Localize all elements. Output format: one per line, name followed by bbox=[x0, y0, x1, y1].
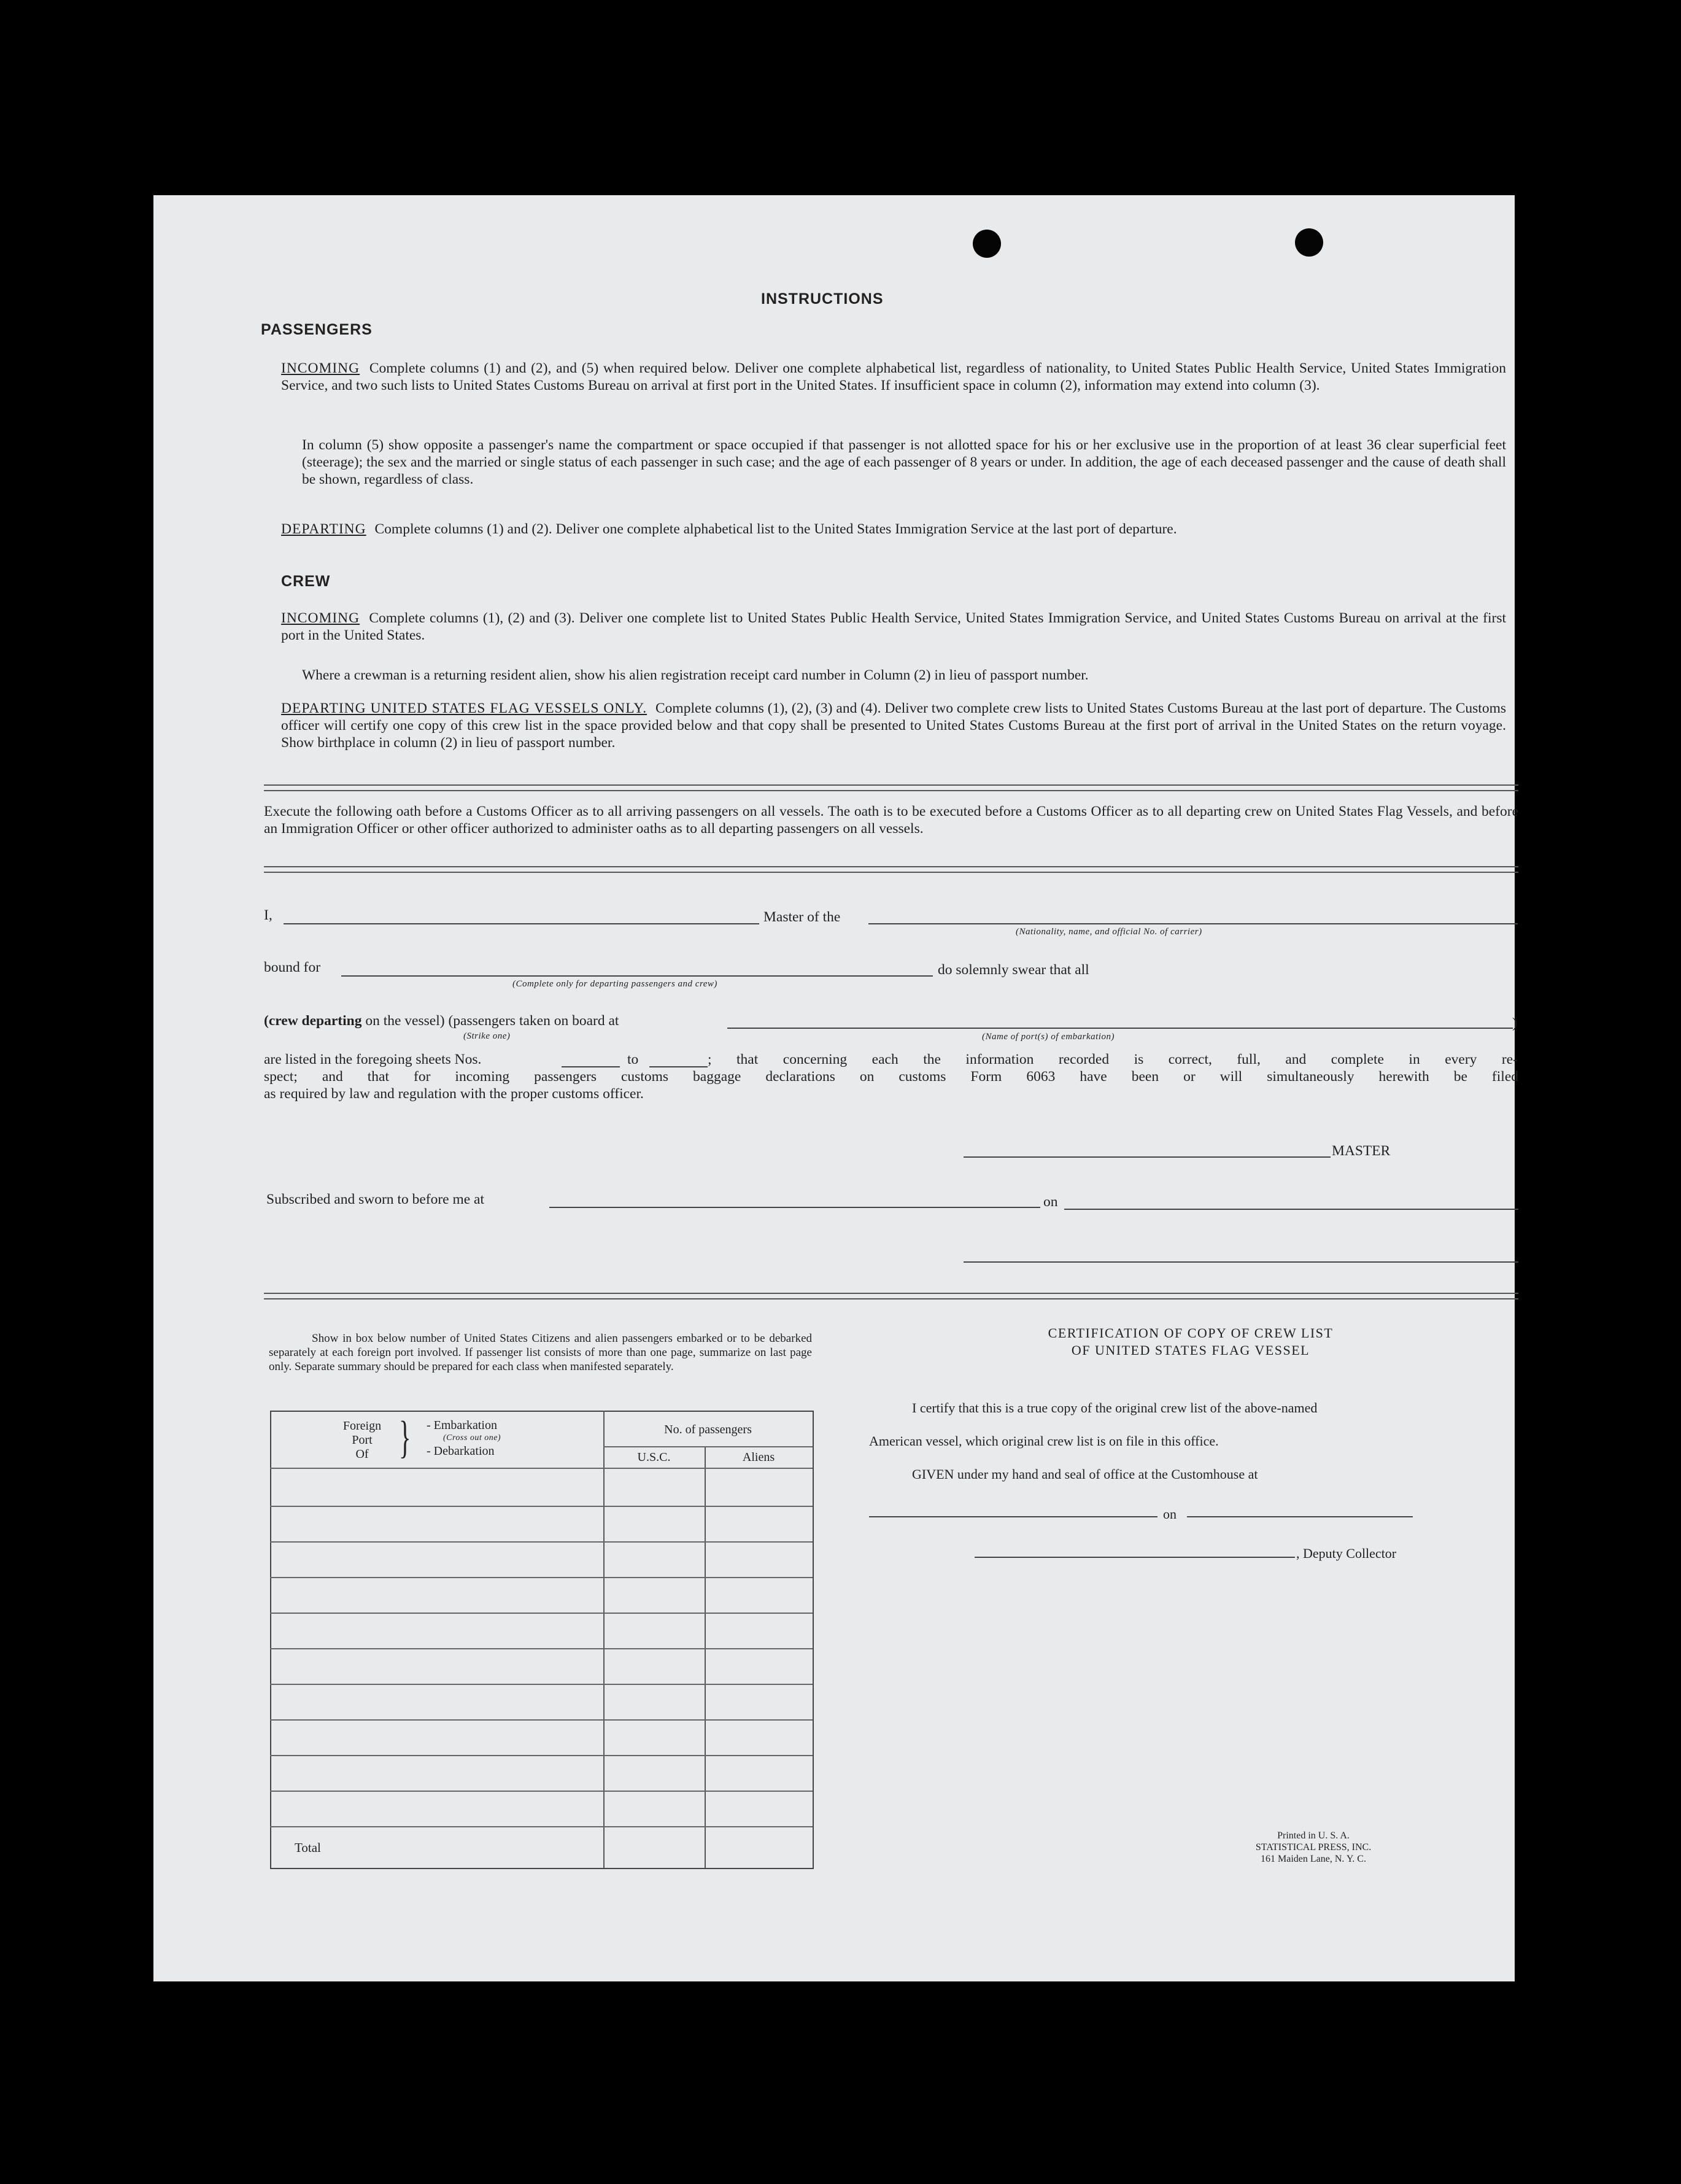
aliens-header: Aliens bbox=[742, 1450, 775, 1464]
incoming-text: Complete columns (1) and (2), and (5) when required below. Deliver one complete alphabetical list, regardless of nationality, to United States Public Health Service, United States Immigration Service, and two such lists to United States Customs Bureau on arrival at first port in the United States. If insufficient space in column (2), information may extend into column (3). bbox=[281, 360, 1506, 393]
incoming-lead: INCOMING bbox=[281, 360, 360, 376]
passengers-incoming-note: In column (5) show opposite a passenger's name the compartment or space occupied if that passenger is not allotted space for his or her exclusive use in the proportion of at least 36 clear superficial feet (steerage); the sex and the married or single status of each passenger in such case; and the age of each passenger of 8 years or under. In addition, the age of each deceased passenger and the cause of death shall be shown, regardless of class. bbox=[302, 437, 1506, 487]
sworn-on-label: on bbox=[1043, 1194, 1058, 1210]
table-row-line bbox=[270, 1577, 813, 1578]
table-col-divider bbox=[603, 1411, 605, 1868]
no-passengers-header: No. of passengers bbox=[664, 1423, 752, 1436]
crew-departing-text: Complete columns (1), (2), (3) and (4). Deliver two complete crew lists to United States Customs Bureau at the last port of departure. The Customs officer will certify one copy of this crew list in the space provided below and that copy shall be presented to United States Customs Bureau at the first port of arrival in the United States on the return voyage. Show birthplace in column (2) in lieu of passport number. bbox=[281, 700, 1507, 751]
crew-incoming-note: Where a crewman is a returning resident alien, show his alien registration receipt card number in Column (2) in lieu of passport number. bbox=[302, 667, 1089, 683]
passenger-summary-table bbox=[270, 1411, 814, 1869]
table-row-line bbox=[270, 1613, 813, 1614]
crew-section-title: CREW bbox=[281, 573, 331, 590]
divider bbox=[264, 784, 1518, 791]
oath-i: I, bbox=[264, 907, 272, 923]
table-row-line bbox=[270, 1755, 813, 1756]
certification-title-line1: CERTIFICATION OF COPY OF CREW LIST bbox=[1048, 1325, 1334, 1341]
master-name-field[interactable] bbox=[284, 923, 759, 924]
cert-on-label: on bbox=[1163, 1506, 1177, 1522]
instructions-heading: INSTRUCTIONS bbox=[761, 290, 884, 308]
officer-signature-field[interactable] bbox=[964, 1261, 1518, 1263]
cross-out-note: (Cross out one) bbox=[443, 1433, 501, 1442]
usc-header: U.S.C. bbox=[637, 1450, 671, 1464]
sheet-to-field[interactable] bbox=[649, 1066, 708, 1067]
embarkation-option[interactable]: - Embarkation bbox=[427, 1419, 497, 1432]
passengers-incoming bbox=[281, 360, 1506, 394]
crew-departing bbox=[281, 700, 1506, 751]
table-row-line bbox=[270, 1791, 813, 1792]
concerning-text: ; that concerning each the information recorded is correct, full, and complete in every re- bbox=[708, 1051, 1518, 1067]
customhouse-field[interactable] bbox=[869, 1516, 1157, 1517]
crew-departing-word: (crew departing bbox=[264, 1013, 362, 1029]
divider bbox=[264, 1293, 1518, 1299]
bound-for-field[interactable] bbox=[341, 975, 933, 977]
table-row-line bbox=[270, 1541, 813, 1543]
departing-lead: DEPARTING bbox=[281, 521, 366, 537]
certify-line1: I certify that this is a true copy of the original crew list of the above-named bbox=[912, 1400, 1318, 1415]
strike-one-note: (Strike one) bbox=[463, 1031, 511, 1041]
nationality-note: (Nationality, name, and official No. of carrier) bbox=[1016, 927, 1202, 937]
total-label: Total bbox=[295, 1840, 321, 1855]
listed-sheets-label: are listed in the foregoing sheets Nos. bbox=[264, 1051, 482, 1067]
certify-line2: American vessel, which original crew list is on file in this office. bbox=[869, 1433, 1219, 1449]
sworn-location-field[interactable] bbox=[549, 1207, 1040, 1208]
subscribed-label: Subscribed and sworn to before me at bbox=[266, 1191, 485, 1207]
close-paren: ) bbox=[1512, 1015, 1517, 1031]
oath-intro: Execute the following oath before a Customs Officer as to all arriving passengers on all vessels. The oath is to be executed before a Customs Officer as to all departing crew on United States Flag Vessels, and before an Immigration Officer or other officer authorized to administer oaths as to all departing passengers on all vessels. bbox=[264, 804, 1518, 837]
oath-line3: as required by law and regulation with the proper customs officer. bbox=[264, 1086, 644, 1102]
crew-departing-lead: DEPARTING UNITED STATES FLAG VESSELS ONLY. bbox=[281, 700, 647, 716]
printer-name: STATISTICAL PRESS, INC. bbox=[1255, 1842, 1372, 1853]
passengers-section-title: PASSENGERS bbox=[261, 321, 373, 338]
master-label: MASTER bbox=[1332, 1143, 1391, 1159]
form-page bbox=[153, 195, 1518, 1981]
table-col-divider bbox=[705, 1446, 706, 1868]
table-row-line bbox=[270, 1506, 813, 1507]
master-signature-field[interactable] bbox=[964, 1156, 1331, 1158]
master-of-the-label: Master of the bbox=[763, 909, 841, 925]
port-word: Port bbox=[352, 1433, 373, 1447]
foreign-port-label bbox=[331, 1419, 393, 1462]
table-row-line bbox=[270, 1648, 813, 1649]
bound-for-label: bound for bbox=[264, 959, 321, 975]
summary-instructions: Show in box below number of United States Citizens and alien passengers embarked or to be debarked separately at each foreign port involved. If passenger list consists of more than one page, summarize on last page only. Separate summary should be prepared for each class when manifested separately. bbox=[269, 1332, 812, 1373]
brace: } bbox=[398, 1412, 411, 1463]
swear-text: do solemnly swear that all bbox=[938, 962, 1089, 978]
crew-incoming-text: Complete columns (1), (2) and (3). Deliver one complete list to United States Public Health Service, United States Immigration Service, and United States Customs Bureau on arrival at the first port in the United States. bbox=[281, 610, 1506, 643]
punch-hole bbox=[1295, 228, 1323, 257]
table-row-line bbox=[270, 1684, 813, 1685]
complete-only-note: (Complete only for departing passengers and crew) bbox=[512, 979, 717, 989]
punch-hole bbox=[973, 230, 1001, 258]
table-row-line bbox=[270, 1719, 813, 1721]
certification-title-line2: OF UNITED STATES FLAG VESSEL bbox=[1071, 1342, 1310, 1358]
deputy-collector-label: , Deputy Collector bbox=[1296, 1546, 1397, 1561]
foreign-word: Foreign bbox=[342, 1419, 382, 1433]
certify-line3: GIVEN under my hand and seal of office at the Customhouse at bbox=[912, 1466, 1258, 1482]
ports-note: (Name of port(s) of embarkation) bbox=[982, 1032, 1115, 1042]
of-word: Of bbox=[355, 1447, 369, 1461]
certification-title bbox=[884, 1325, 1497, 1359]
oath-line2: spect; and that for incoming passengers customs baggage declarations on customs Form 6063 have been or will simultaneously herewith be filed bbox=[264, 1069, 1518, 1085]
embarkation-ports-field[interactable] bbox=[727, 1028, 1513, 1029]
table-subheader-line bbox=[603, 1446, 813, 1447]
crew-departing-option bbox=[264, 1013, 619, 1029]
printed-in: Printed in U. S. A. bbox=[1277, 1830, 1350, 1841]
passengers-departing bbox=[281, 521, 1506, 538]
to-label: to bbox=[627, 1051, 639, 1067]
on-the-vessel: on the vessel) bbox=[365, 1013, 445, 1029]
deputy-collector-signature[interactable] bbox=[975, 1557, 1295, 1558]
crew-incoming-lead: INCOMING bbox=[281, 610, 360, 626]
sworn-date-field[interactable] bbox=[1064, 1209, 1518, 1210]
sheet-from-field[interactable] bbox=[562, 1066, 620, 1067]
debarkation-option[interactable]: - Debarkation bbox=[427, 1444, 495, 1458]
printer-address: 161 Maiden Lane, N. Y. C. bbox=[1261, 1854, 1366, 1864]
printer-imprint bbox=[1221, 1830, 1405, 1865]
divider bbox=[264, 866, 1518, 873]
table-row-line bbox=[270, 1826, 813, 1827]
departing-text: Complete columns (1) and (2). Deliver one complete alphabetical list to the United States Immigration Service at the last port of departure. bbox=[374, 521, 1177, 537]
table-header-bottom bbox=[270, 1468, 813, 1469]
cert-date-field[interactable] bbox=[1187, 1516, 1413, 1517]
carrier-field[interactable] bbox=[868, 923, 1518, 924]
crew-incoming bbox=[281, 610, 1506, 644]
passengers-taken: (passengers taken on board at bbox=[448, 1013, 619, 1029]
